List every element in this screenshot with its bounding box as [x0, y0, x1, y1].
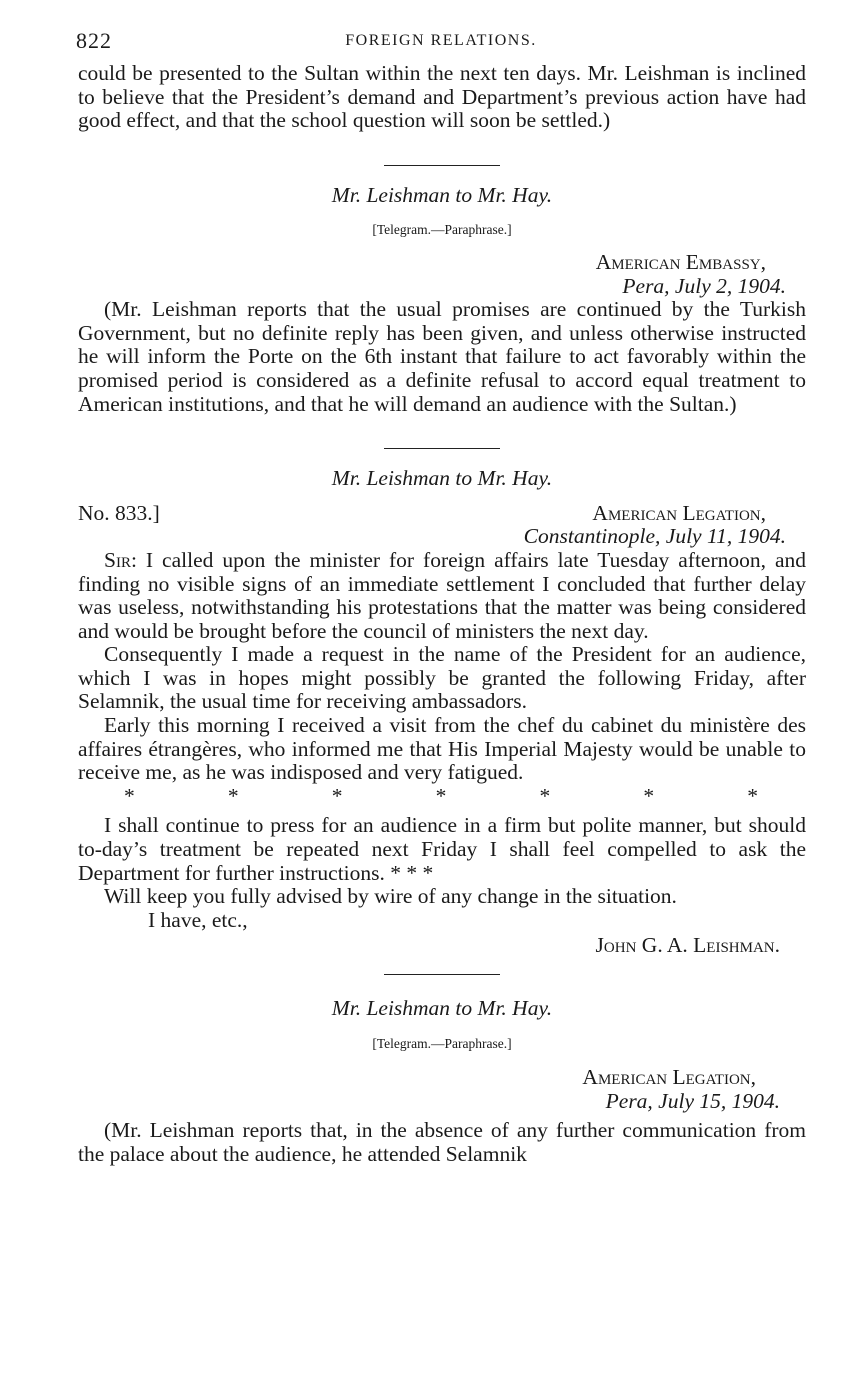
doc2-dateline: Constantinople, July 11, 1904.: [523, 524, 786, 549]
doc2-number: No. 833.]: [78, 500, 160, 525]
doc3-place: American Legation,: [582, 1065, 756, 1090]
doc1-body: (Mr. Leishman reports that the usual promises are continued by the Turkish Government, but no definite reply has been given, and unless otherwise instructed he will inform the Porte on the 6th instant that failure to act favorably within the promised period is considered as a definite refusal to accord equal treatment to American institutions, and that he will demand an audience with the Sultan.): [78, 297, 806, 416]
doc2-closing: I have, etc.,: [148, 907, 248, 932]
doc2-salutation: Sir:: [104, 547, 137, 572]
star: *: [124, 783, 135, 808]
doc1-telegram-note: [Telegram.—Paraphrase.]: [372, 222, 512, 238]
doc1-heading: Mr. Leishman to Mr. Hay.: [331, 182, 553, 207]
section-divider: [384, 165, 500, 166]
doc2-header-row: [78, 502, 806, 526]
doc2-heading: Mr. Leishman to Mr. Hay.: [331, 466, 553, 491]
doc2-para4: I shall continue to press for an audience in a firm but polite manner, but should to-day’s treatment be repeated next Friday I shall feel compelled to ask the Department for further instructions. * * *: [78, 813, 806, 885]
doc3-heading: Mr. Leishman to Mr. Hay.: [331, 996, 553, 1020]
doc3-dateline: Pera, July 15, 1904.: [605, 1088, 780, 1113]
star: *: [435, 783, 447, 808]
doc2-para1-text: I called upon the minister for foreign affairs late Tuesday afternoon, and finding no visible signs of an immediate settlement I concluded that further delay was useless, notwithstanding his protestations that the matter was being considered and would be brought before the council of ministers the next day.: [78, 547, 807, 643]
doc3-body: (Mr. Leishman reports that, in the absence of any further communication from the palace about the audience, he attended Selamnik: [78, 1118, 806, 1166]
doc1-dateline: Pera, July 2, 1904.: [622, 273, 786, 298]
star: *: [747, 783, 758, 808]
star: *: [539, 783, 551, 808]
star: *: [331, 783, 343, 808]
page-number: 822: [76, 28, 112, 53]
doc2-para1: [78, 549, 806, 643]
intro-paragraph: could be presented to the Sultan within the next ten days. Mr. Leishman is inclined to believe that the President’s demand and Department’s previous action have had good effect, and that the school question will soon be settled.): [78, 61, 806, 133]
section-divider: [384, 448, 500, 449]
ellipsis-stars: [78, 785, 806, 809]
doc3-telegram-note: [Telegram.—Paraphrase.]: [372, 1035, 512, 1051]
page-header: [76, 28, 806, 54]
doc2-signature: John G. A. Leishman.: [595, 933, 780, 958]
doc1-place: American Embassy,: [595, 249, 766, 274]
doc2-place: American Legation,: [592, 500, 766, 525]
section-divider: [384, 974, 500, 975]
page-content: [78, 62, 806, 1167]
doc2-para3: Early this morning I received a visit from the chef du cabinet du ministère des affaires étrangères, who informed me that His Imperial Majesty would be unable to receive me, as he was indisposed and very fatigued.: [78, 713, 806, 785]
star: *: [227, 783, 239, 808]
running-title: FOREIGN RELATIONS.: [345, 32, 537, 49]
doc2-para5: Will keep you fully advised by wire of any change in the situation.: [104, 884, 677, 909]
doc2-para2: Consequently I made a request in the name of the President for an audience, which I was in hopes might possibly be granted the following Friday, after Selamnik, the usual time for receiving ambassadors.: [78, 642, 806, 714]
star: *: [643, 783, 655, 808]
